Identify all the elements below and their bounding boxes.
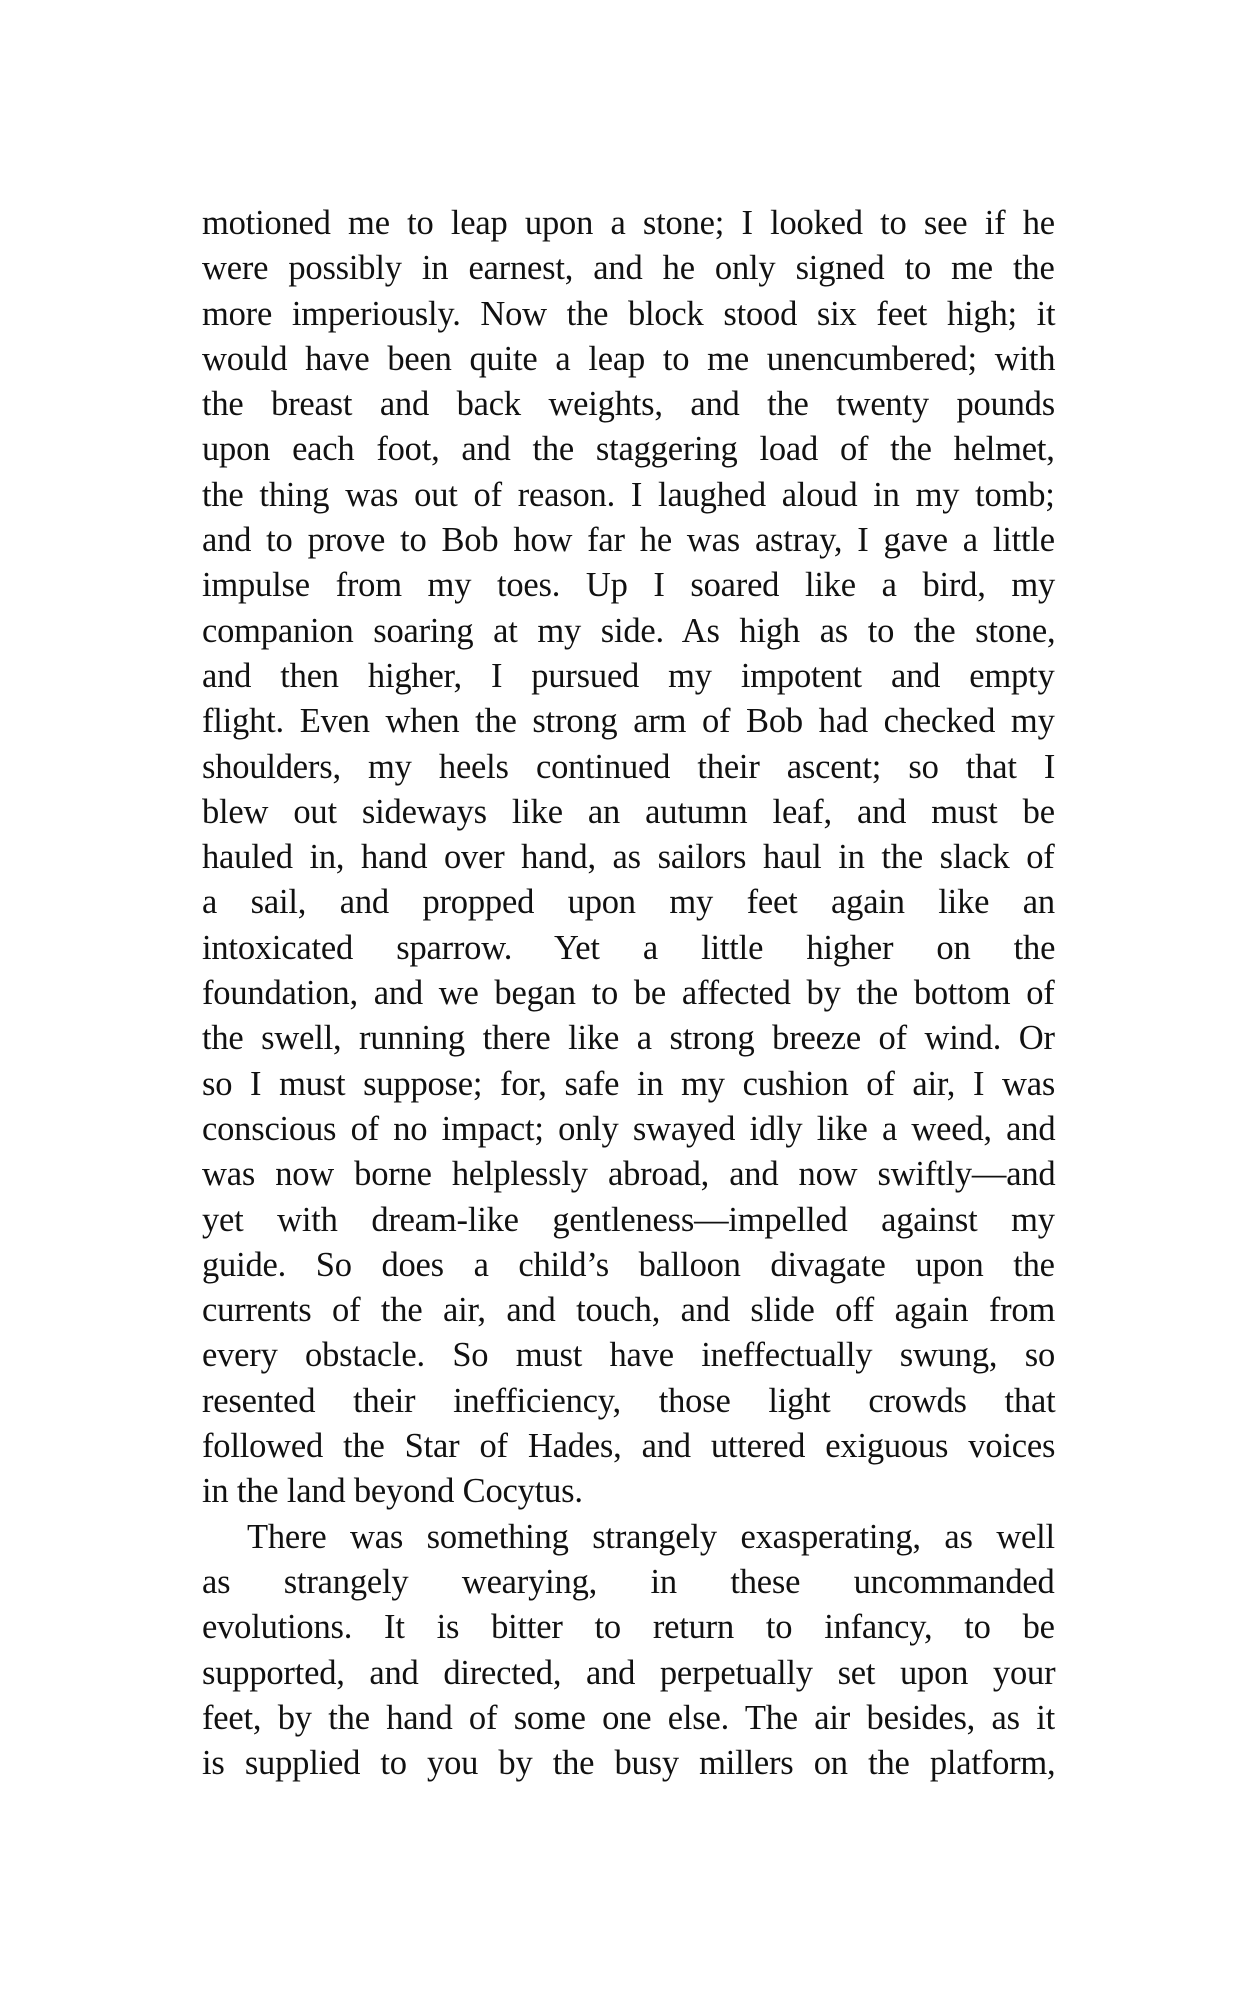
text-line: yet with dream-like gentleness—impelled against my: [202, 1200, 1055, 1239]
text-line: upon each foot, and the staggering load of the helmet,: [202, 430, 1055, 469]
text-line: would have been quite a leap to me unencumbered; with: [202, 339, 1056, 378]
text-line: flight. Even when the strong arm of Bob had checked my: [202, 702, 1055, 741]
text-line: was now borne helplessly abroad, and now swiftly—and: [202, 1155, 1056, 1194]
text-line: as strangely wearying, in these uncommanded: [202, 1562, 1055, 1601]
text-line: intoxicated sparrow. Yet a little higher on the: [202, 928, 1056, 967]
text-line: supported, and directed, and perpetually set upon your: [202, 1653, 1056, 1692]
text-line: companion soaring at my side. As high as to the stone,: [202, 611, 1056, 650]
text-line: hauled in, hand over hand, as sailors haul in the slack of: [202, 838, 1055, 877]
text-line: were possibly in earnest, and he only signed to me the: [202, 249, 1055, 288]
text-line: followed the Star of Hades, and uttered exiguous voices: [202, 1427, 1056, 1466]
text-line: the swell, running there like a strong breeze of wind. Or: [202, 1019, 1055, 1058]
text-line: guide. So does a child’s balloon divagate upon the: [202, 1245, 1055, 1284]
book-page: [202, 201, 1055, 1786]
paragraph-2: [202, 1515, 1055, 1787]
text-line: currents of the air, and touch, and slide off again from: [202, 1291, 1056, 1330]
text-line: feet, by the hand of some one else. The air besides, as it: [202, 1698, 1056, 1737]
text-line: and to prove to Bob how far he was astray, I gave a little: [202, 521, 1055, 560]
paragraph-1: [202, 201, 1055, 1515]
text-line: in the land beyond Cocytus.: [202, 1472, 583, 1511]
text-line: There was something strangely exasperating, as well: [247, 1517, 1055, 1556]
text-line: the thing was out of reason. I laughed aloud in my tomb;: [202, 475, 1055, 514]
text-line: and then higher, I pursued my impotent and empty: [202, 656, 1055, 695]
text-line: more imperiously. Now the block stood six feet high; it: [202, 294, 1056, 333]
text-line: resented their inefficiency, those light crowds that: [202, 1381, 1056, 1420]
text-line: foundation, and we began to be affected by the bottom of: [202, 974, 1055, 1013]
text-line: is supplied to you by the busy millers on the platform,: [202, 1744, 1056, 1783]
text-line: a sail, and propped upon my feet again like an: [202, 883, 1055, 922]
text-line: motioned me to leap upon a stone; I looked to see if he: [202, 204, 1055, 242]
text-line: shoulders, my heels continued their ascent; so that I: [202, 747, 1056, 786]
text-line: the breast and back weights, and the twenty pounds: [202, 385, 1055, 424]
text-line: impulse from my toes. Up I soared like a bird, my: [202, 566, 1056, 605]
text-line: evolutions. It is bitter to return to infancy, to be: [202, 1608, 1055, 1647]
text-line: so I must suppose; for, safe in my cushion of air, I was: [202, 1064, 1056, 1103]
text-line: blew out sideways like an autumn leaf, and must be: [202, 792, 1055, 831]
text-line: every obstacle. So must have ineffectually swung, so: [202, 1336, 1055, 1375]
text-line: conscious of no impact; only swayed idly like a weed, and: [202, 1109, 1056, 1148]
